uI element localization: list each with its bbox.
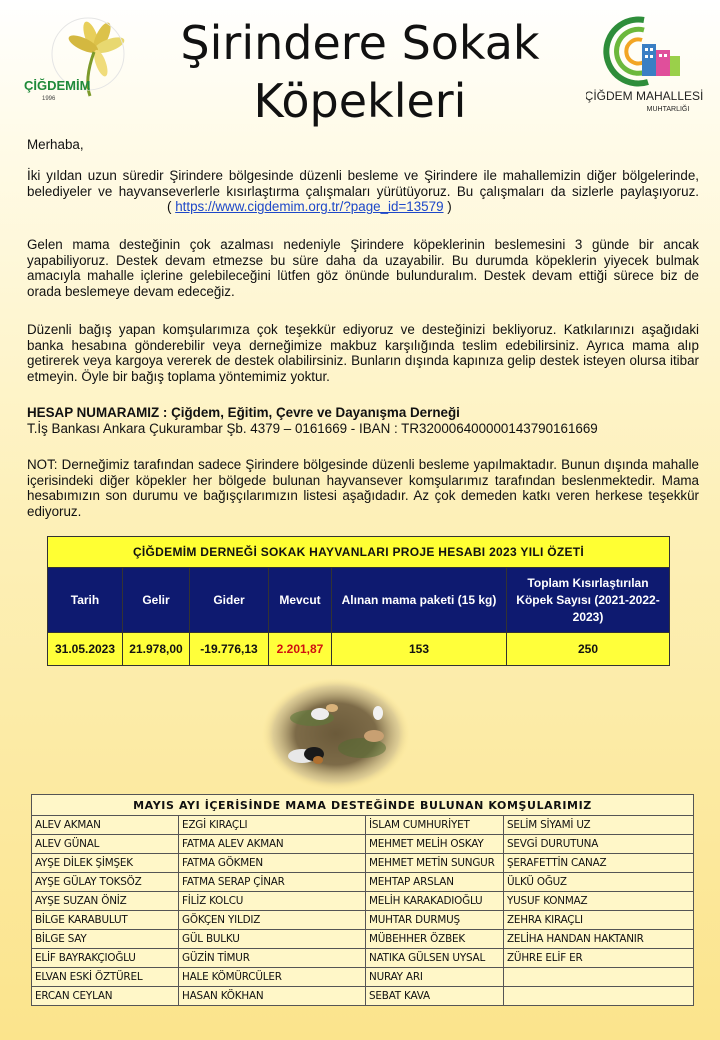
page-title	[150, 14, 570, 130]
donors-title: MAYIS AYI İÇERİSİNDE MAMA DESTEĞİNDE BULUNAN KOMŞULARIMIZ	[32, 795, 694, 816]
value-mama-paketi: 153	[332, 633, 507, 666]
note-paragraph: NOT: Derneğimiz tarafından sadece Şirindere bölgesinde düzenli besleme yapılmaktadır. Bunun dışında mahalle içerisindeki diğer köpekler her bölgede bulunan hayvansever komşularımız tarafından beslenmektedir. Mama hesabımızın son durumu ve bağışçılarımızın listesi aşağıdadır. Az çok demeden katkı veren herkese teşekkür ediyoruz.	[27, 457, 699, 519]
table-row	[32, 873, 694, 892]
cigdemim-logo	[18, 12, 138, 112]
donor-name-cell: FİLİZ KOLCU	[179, 892, 366, 911]
account-name: Çiğdem, Eğitim, Çevre ve Dayanışma Derneği	[171, 405, 460, 420]
donor-name-cell	[504, 987, 694, 1006]
donor-name-cell: MEHMET MELİH OSKAY	[366, 835, 504, 854]
donor-name-cell	[504, 968, 694, 987]
donor-name-cell: ALEV AKMAN	[32, 816, 179, 835]
donor-name-cell: BİLGE KARABULUT	[32, 911, 179, 930]
donor-name-cell: MEHMET METİN SUNGUR	[366, 854, 504, 873]
donors-table	[31, 794, 694, 1006]
logo-line-2: MUHTARLIĞI	[646, 106, 690, 113]
donor-name-cell: AYŞE SUZAN ÖNİZ	[32, 892, 179, 911]
logo-line-1: ÇİĞDEM MAHALLESİ	[586, 89, 704, 103]
donor-name-cell: HASAN KÖKHAN	[179, 987, 366, 1006]
account-line: T.İş Bankası Ankara Çukurambar Şb. 4379 – 0161669 - IBAN : TR320006400000143790161669	[27, 420, 598, 436]
website-link[interactable]: https://www.cigdemim.org.tr/?page_id=13579	[175, 199, 444, 215]
table-row	[32, 854, 694, 873]
table-row	[32, 987, 694, 1006]
table-row	[32, 892, 694, 911]
donor-name-cell: GÖKÇEN YILDIZ	[179, 911, 366, 930]
summary-title: ÇİĞDEMİM DERNEĞİ SOKAK HAYVANLARI PROJE HESABI 2023 YILI ÖZETİ	[48, 537, 670, 568]
col-kisirlastirilan: Toplam Kısırlaştırılan Köpek Sayısı (2021-2022-2023)	[507, 568, 670, 633]
donor-name-cell: BİLGE SAY	[32, 930, 179, 949]
donor-name-cell: SEVGİ DURUTUNA	[504, 835, 694, 854]
paragraph-1-text: İki yıldan uzun süredir Şirindere bölgesinde düzenli besleme ve Şirindere ile mahallemizin diğer bölgelerinde, belediyeler ve hayvanseverlerle kısırlaştırma çalışmaları yürütüyoruz. Bu çalışmaları da sizlerle paylaşıyoruz.	[27, 168, 699, 199]
table-row	[32, 835, 694, 854]
donor-name-cell: HALE KÖMÜRCÜLER	[179, 968, 366, 987]
greeting: Merhaba,	[27, 137, 84, 152]
neighborhood-icon	[606, 19, 680, 83]
col-tarih: Tarih	[48, 568, 123, 633]
link-close: )	[443, 199, 452, 215]
donor-name-cell: SELİM SİYAMİ UZ	[504, 816, 694, 835]
logo-name: ÇİĞDEMİM	[24, 78, 91, 93]
donor-name-cell: ZEHRA KIRAÇLI	[504, 911, 694, 930]
donor-name-cell: FATMA SERAP ÇİNAR	[179, 873, 366, 892]
account-label: HESAP NUMARAMIZ :	[27, 405, 168, 420]
donor-name-cell: MUHTAR DURMUŞ	[366, 911, 504, 930]
donor-name-cell: FATMA ALEV AKMAN	[179, 835, 366, 854]
donor-name-cell: ERCAN CEYLAN	[32, 987, 179, 1006]
col-mama-paketi: Alınan mama paketi (15 kg)	[332, 568, 507, 633]
summary-title-row	[48, 537, 670, 568]
paragraph-3: Düzenli bağış yapan komşularımıza çok teşekkür ediyoruz ve desteğinizi bekliyoruz. Katkılarınızı aşağıdaki banka hesabına gönderebilir veya derneğimize makbuz karşılığında teslim edebilirsiniz. Ayrıca mama alıp getirerek veya kargoya vererek de destek olabilirsiniz. Bunların dışında kapınıza gelip destek isteyen olursa itibar etmeyin. Öyle bir bağış toplama yöntemimiz yoktur.	[27, 322, 699, 384]
table-row	[32, 949, 694, 968]
donor-name-cell: NATIKA GÜLSEN UYSAL	[366, 949, 504, 968]
table-row	[32, 930, 694, 949]
donor-name-cell: MÜBEHHER ÖZBEK	[366, 930, 504, 949]
donor-name-cell: ZÜHRE ELİF ER	[504, 949, 694, 968]
donor-name-cell: GÜL BULKU	[179, 930, 366, 949]
donor-name-cell: YUSUF KONMAZ	[504, 892, 694, 911]
donor-name-cell: ŞERAFETTİN CANAZ	[504, 854, 694, 873]
donor-name-cell: EZGİ KIRAÇLI	[179, 816, 366, 835]
col-mevcut: Mevcut	[269, 568, 332, 633]
account-info	[27, 405, 699, 436]
donors-title-row	[32, 795, 694, 816]
value-gelir: 21.978,00	[123, 633, 190, 666]
summary-value-row	[48, 633, 670, 666]
donor-name-cell: ÜLKÜ OĞUZ	[504, 873, 694, 892]
title-line-2: Köpekleri	[253, 74, 467, 128]
value-tarih: 31.05.2023	[48, 633, 123, 666]
donor-name-cell: AYŞE GÜLAY TOKSÖZ	[32, 873, 179, 892]
donor-name-cell: ALEV GÜNAL	[32, 835, 179, 854]
paragraph-2: Gelen mama desteğinin çok azalması nedeniyle Şirindere köpeklerinin beslemesini 3 günde bir ancak yapabiliyoruz. Destek devam etmezse bu süre daha da uzayabilir. Bu durumda köpeklerin yiyecek bulmak amacıyla mahalle içlerine gelebileceğini lütfen göz önünde bulunduralım. Destek devam ettiği sürece biz de orada beslemeye devam edeceğiz.	[27, 237, 699, 299]
dogs-photo	[262, 678, 410, 790]
table-row	[32, 911, 694, 930]
value-kisirlastirilan: 250	[507, 633, 670, 666]
cigdem-mahallesi-logo	[586, 10, 706, 116]
donor-name-cell: ELİF BAYRAKÇIOĞLU	[32, 949, 179, 968]
donor-name-cell: MELİH KARAKADIOĞLU	[366, 892, 504, 911]
title-line-1: Şirindere Sokak	[180, 16, 540, 70]
table-row	[32, 816, 694, 835]
donor-name-cell: GÜZİN TİMUR	[179, 949, 366, 968]
summary-header-row	[48, 568, 670, 633]
donor-name-cell: ELVAN ESKİ ÖZTÜREL	[32, 968, 179, 987]
donor-name-cell: SEBAT KAVA	[366, 987, 504, 1006]
value-mevcut: 2.201,87	[269, 633, 332, 666]
col-gider: Gider	[190, 568, 269, 633]
donor-name-cell: FATMA GÖKMEN	[179, 854, 366, 873]
donor-name-cell: MEHTAP ARSLAN	[366, 873, 504, 892]
donor-name-cell: NURAY ARI	[366, 968, 504, 987]
col-gelir: Gelir	[123, 568, 190, 633]
donor-name-cell: ZELİHA HANDAN HAKTANIR	[504, 930, 694, 949]
table-row	[32, 968, 694, 987]
summary-table	[47, 536, 670, 666]
donor-name-cell: İSLAM CUMHURİYET	[366, 816, 504, 835]
link-open: (	[167, 199, 176, 215]
value-gider: -19.776,13	[190, 633, 269, 666]
paragraph-1	[27, 168, 699, 215]
logo-year: 1996	[42, 96, 56, 102]
donor-name-cell: AYŞE DİLEK ŞİMŞEK	[32, 854, 179, 873]
